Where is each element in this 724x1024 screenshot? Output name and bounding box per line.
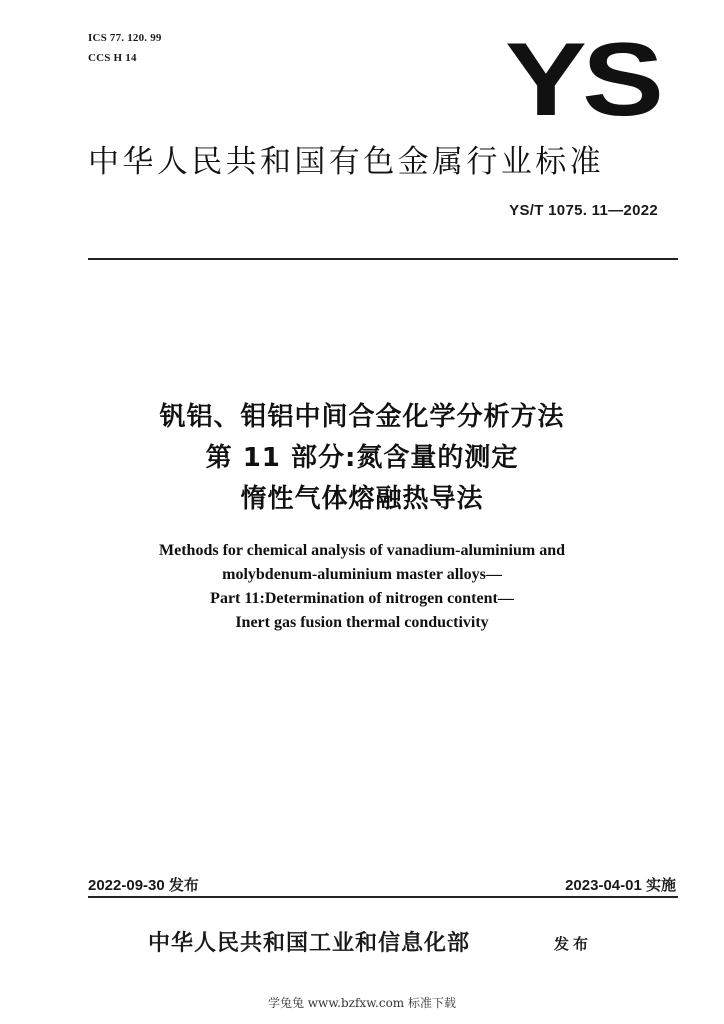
- ys-logo: YS: [505, 22, 660, 138]
- english-title-line-4: Inert gas fusion thermal conductivity: [235, 614, 489, 631]
- publish-label: 发布: [554, 935, 593, 953]
- chinese-title-line-1: 钒铝、钼铝中间合金化学分析方法: [159, 402, 565, 432]
- english-title-line-2: molybdenum-aluminium master alloys—: [222, 566, 502, 583]
- industry-standard-title: 中华人民共和国有色金属行业标准: [88, 144, 604, 180]
- top-divider: [88, 258, 678, 260]
- english-title-line-1: Methods for chemical analysis of vanadium-aluminium and: [159, 542, 565, 559]
- english-title-line-3: Part 11:Determination of nitrogen content—: [210, 590, 514, 607]
- chinese-title-line-2: 第 11 部分:氮含量的测定: [205, 443, 519, 473]
- ccs-code: CCS H 14: [88, 52, 137, 64]
- chinese-title-line-3: 惰性气体熔融热导法: [240, 484, 484, 514]
- bottom-divider: [88, 896, 678, 898]
- implementation-date: 2023-04-01 实施: [565, 877, 676, 894]
- watermark-text: 学兔兔 www.bzfxw.com 标准下载: [267, 996, 457, 1010]
- standard-number: YS/T 1075. 11—2022: [509, 202, 658, 219]
- publisher-name: 中华人民共和国工业和信息化部: [148, 930, 471, 956]
- ics-code: ICS 77. 120. 99: [88, 32, 162, 44]
- issue-date: 2022-09-30 发布: [88, 877, 199, 894]
